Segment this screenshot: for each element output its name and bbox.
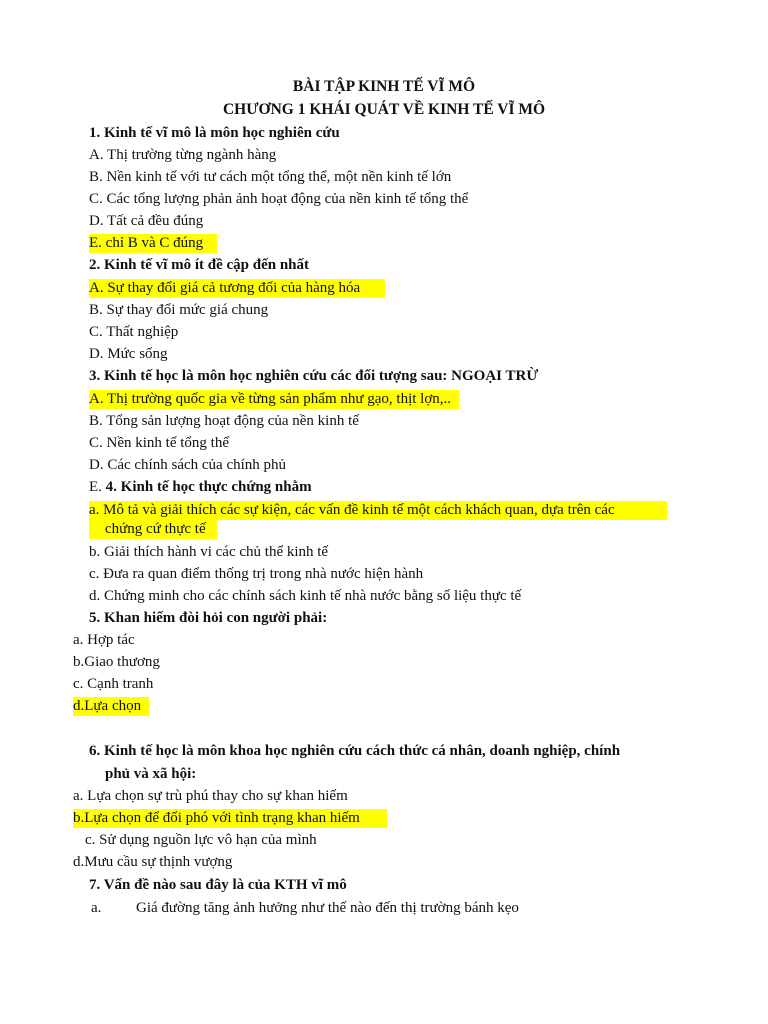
q7-option-a-label: a. xyxy=(91,900,102,916)
q2-option-a-answer: A. Sự thay đổi giá cả tương đối của hàng hóa xyxy=(89,279,385,298)
q1-option-d: D. Tất cả đều đúng xyxy=(89,213,204,229)
q5-option-c: c. Cạnh tranh xyxy=(73,676,154,692)
q3-option-a-answer: A. Thị trường quốc gia về từng sản phẩm như gạo, thịt lợn,.. xyxy=(89,390,459,409)
q3-option-e-prefix: E. xyxy=(89,479,106,495)
q4-option-d: d. Chứng minh cho các chính sách kinh tế nhà nước bằng số liệu thực tế xyxy=(89,588,522,604)
question-6-line2: phủ và xã hội: xyxy=(105,766,197,782)
q3-option-c: C. Nền kinh tế tổng thể xyxy=(89,435,229,451)
q7-option-a-text: Giá đường tăng ảnh hưởng như thế nào đến thị trường bánh kẹo xyxy=(136,900,519,916)
document-title: BÀI TẬP KINH TẾ VĨ MÔ xyxy=(292,78,476,95)
q1-option-a: A. Thị trường từng ngành hàng xyxy=(89,147,277,163)
question-2: 2. Kinh tế vĩ mô ít đề cập đến nhất xyxy=(89,257,310,273)
question-4: 4. Kinh tế học thực chứng nhằm xyxy=(105,479,312,495)
question-5: 5. Khan hiếm đòi hỏi con người phải: xyxy=(89,610,328,626)
q4-option-a-line1-answer: a. Mô tả và giải thích các sự kiện, các vấn đề kinh tế một cách khách quan, dựa trên các xyxy=(89,501,667,520)
q6-option-d: d.Mưu cầu sự thịnh vượng xyxy=(73,854,233,870)
question-6-line1: 6. Kinh tế học là môn khoa học nghiên cứu cách thức cá nhân, doanh nghiệp, chính xyxy=(89,743,621,759)
q5-option-a: a. Hợp tác xyxy=(73,632,135,648)
q2-option-c: C. Thất nghiệp xyxy=(89,324,179,340)
q4-option-a-line2-answer: chứng cứ thực tế xyxy=(89,520,217,539)
q4-option-b: b. Giải thích hành vi các chủ thể kinh tế xyxy=(89,544,329,560)
q6-option-a: a. Lựa chọn sự trù phú thay cho sự khan hiếm xyxy=(73,788,348,804)
question-7: 7. Vấn đề nào sau đây là của KTH vĩ mô xyxy=(89,877,347,893)
chapter-title: CHƯƠNG 1 KHÁI QUÁT VỀ KINH TẾ VĨ MÔ xyxy=(222,101,546,118)
question-1: 1. Kinh tế vĩ mô là môn học nghiên cứu xyxy=(89,125,340,141)
q4-option-c: c. Đưa ra quan điểm thống trị trong nhà nước hiện hành xyxy=(89,566,424,582)
q5-option-b: b.Giao thương xyxy=(73,654,160,670)
q6-option-c: c. Sử dụng nguồn lực vô hạn của mình xyxy=(85,832,317,848)
q1-option-e-answer: E. chỉ B và C đúng xyxy=(89,234,217,253)
q3-option-d: D. Các chính sách của chính phủ xyxy=(89,457,287,473)
q2-option-b: B. Sự thay đổi mức giá chung xyxy=(89,302,269,318)
q1-option-c: C. Các tổng lượng phản ảnh hoạt động của nền kinh tế tổng thể xyxy=(89,191,469,207)
q2-option-d: D. Mức sống xyxy=(89,346,168,362)
q6-option-b-answer: b.Lựa chọn để đối phó với tình trạng khan hiếm xyxy=(73,809,387,828)
q3-option-b: B. Tổng sản lượng hoạt động của nền kinh tế xyxy=(89,413,359,429)
q1-option-b: B. Nền kinh tế với tư cách một tổng thể, một nền kinh tế lớn xyxy=(89,169,452,185)
q5-option-d-answer: d.Lựa chọn xyxy=(73,697,149,716)
q3-option-e-line xyxy=(89,478,312,497)
question-3: 3. Kinh tế học là môn học nghiên cứu các đối tượng sau: NGOẠI TRỪ xyxy=(89,368,539,384)
